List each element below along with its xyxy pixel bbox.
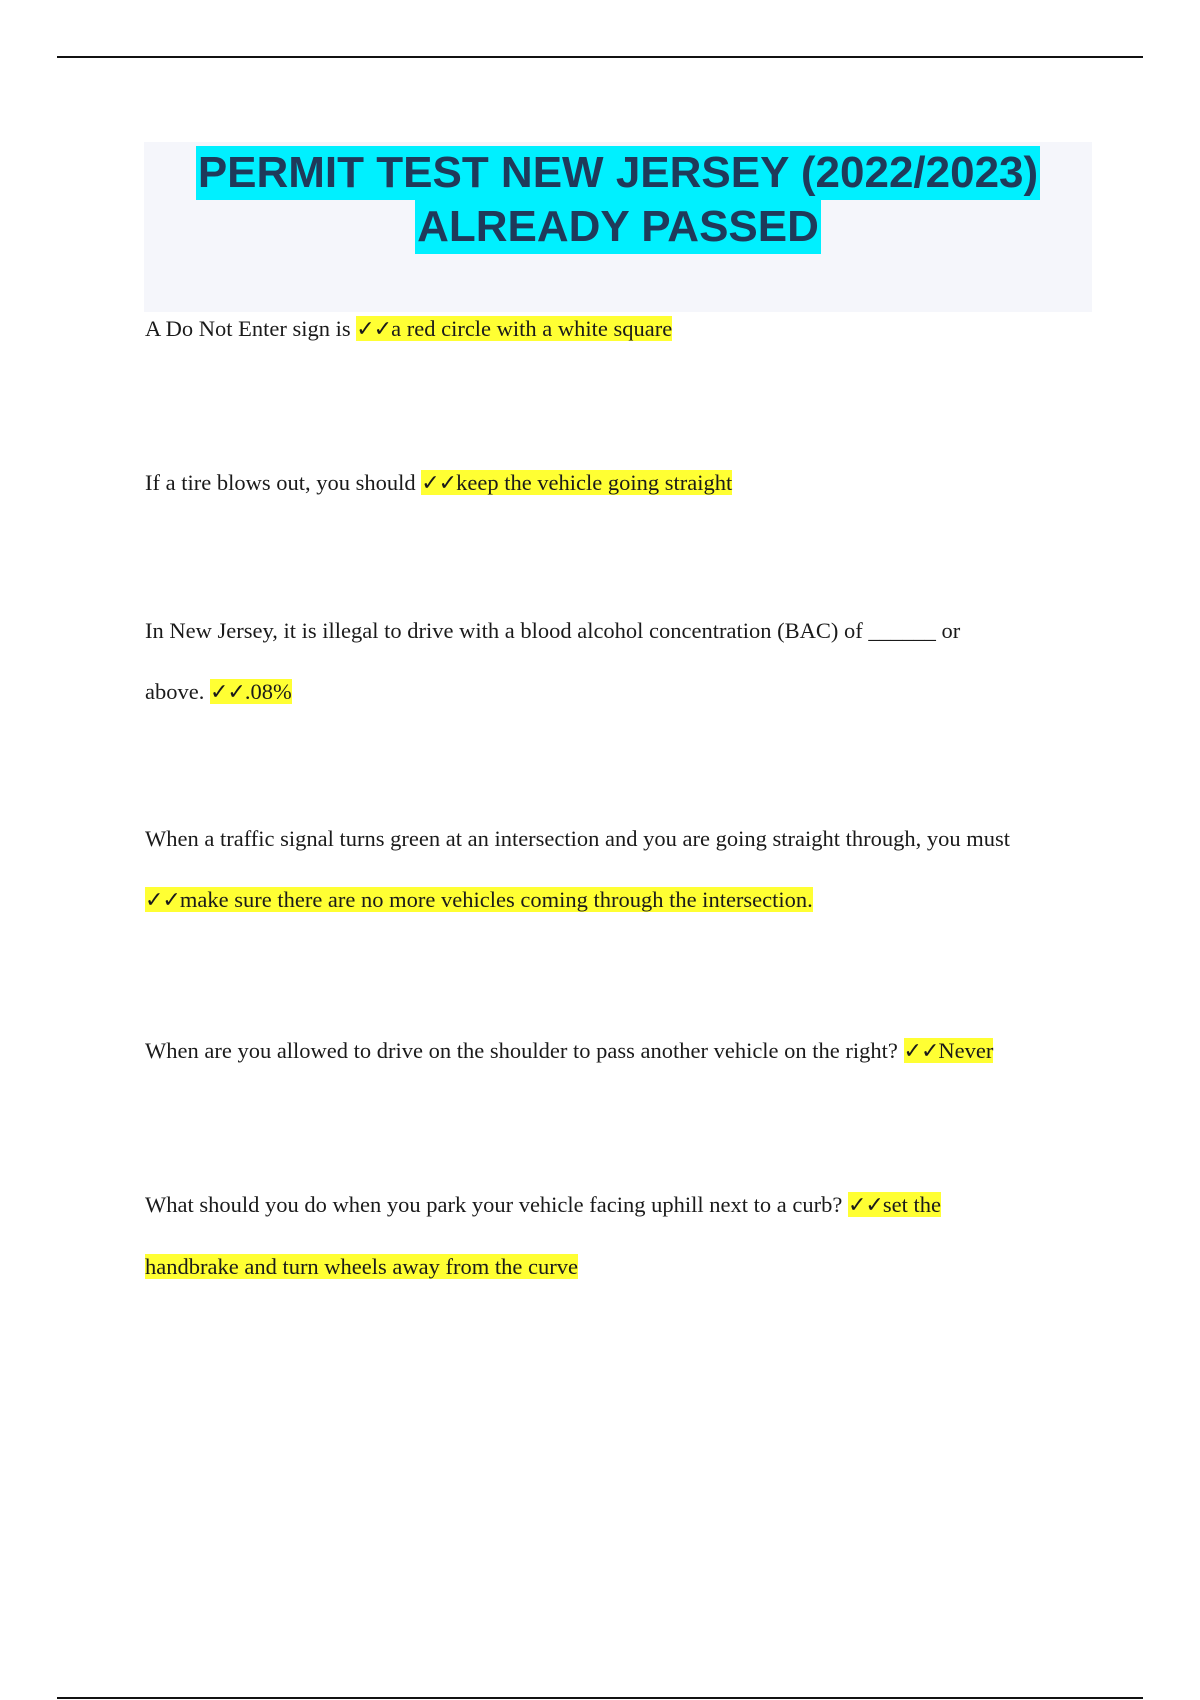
question-5: When are you allowed to drive on the shoulder to pass another vehicle on the right? — [145, 1038, 898, 1063]
bottom-rule — [57, 1697, 1143, 1699]
title-block — [144, 142, 1092, 312]
question-1: A Do Not Enter sign is — [145, 316, 351, 341]
answer-2: ✓✓keep the vehicle going straight — [421, 470, 733, 496]
answer-5: ✓✓Never — [903, 1038, 994, 1064]
check-icon: ✓✓ — [209, 680, 245, 705]
title-line-2: ALREADY PASSED — [415, 200, 821, 254]
question-3-line-2: above. — [145, 679, 205, 704]
qa-item-5 — [145, 1020, 1090, 1082]
title-line-1: PERMIT TEST NEW JERSEY (2022/2023) — [196, 146, 1040, 200]
answer-4: ✓✓make sure there are no more vehicles coming through the intersection. — [145, 887, 813, 913]
check-icon: ✓✓ — [847, 1193, 883, 1218]
qa-item-2 — [145, 452, 1090, 514]
qa-item-4 — [145, 808, 1090, 931]
question-2: If a tire blows out, you should — [145, 470, 416, 495]
check-icon: ✓✓ — [903, 1039, 939, 1064]
qa-item-1 — [145, 298, 1090, 360]
question-4: When a traffic signal turns green at an intersection and you are going straight through, you must — [145, 826, 1010, 851]
top-rule — [57, 56, 1143, 58]
check-icon: ✓✓ — [356, 317, 392, 342]
check-icon: ✓✓ — [421, 471, 457, 496]
answer-6-line-1: ✓✓set the — [847, 1192, 941, 1218]
question-6: What should you do when you park your vehicle facing uphill next to a curb? — [145, 1192, 843, 1217]
answer-6-line-2: handbrake and turn wheels away from the curve — [145, 1254, 578, 1279]
answer-1: ✓✓a red circle with a white square — [356, 316, 673, 342]
answer-3: ✓✓.08% — [209, 679, 292, 705]
qa-item-6 — [145, 1174, 1090, 1297]
question-3-line-1: In New Jersey, it is illegal to drive with a blood alcohol concentration (BAC) of ______ or — [145, 618, 961, 643]
qa-item-3 — [145, 600, 1090, 723]
check-icon: ✓✓ — [145, 888, 180, 913]
